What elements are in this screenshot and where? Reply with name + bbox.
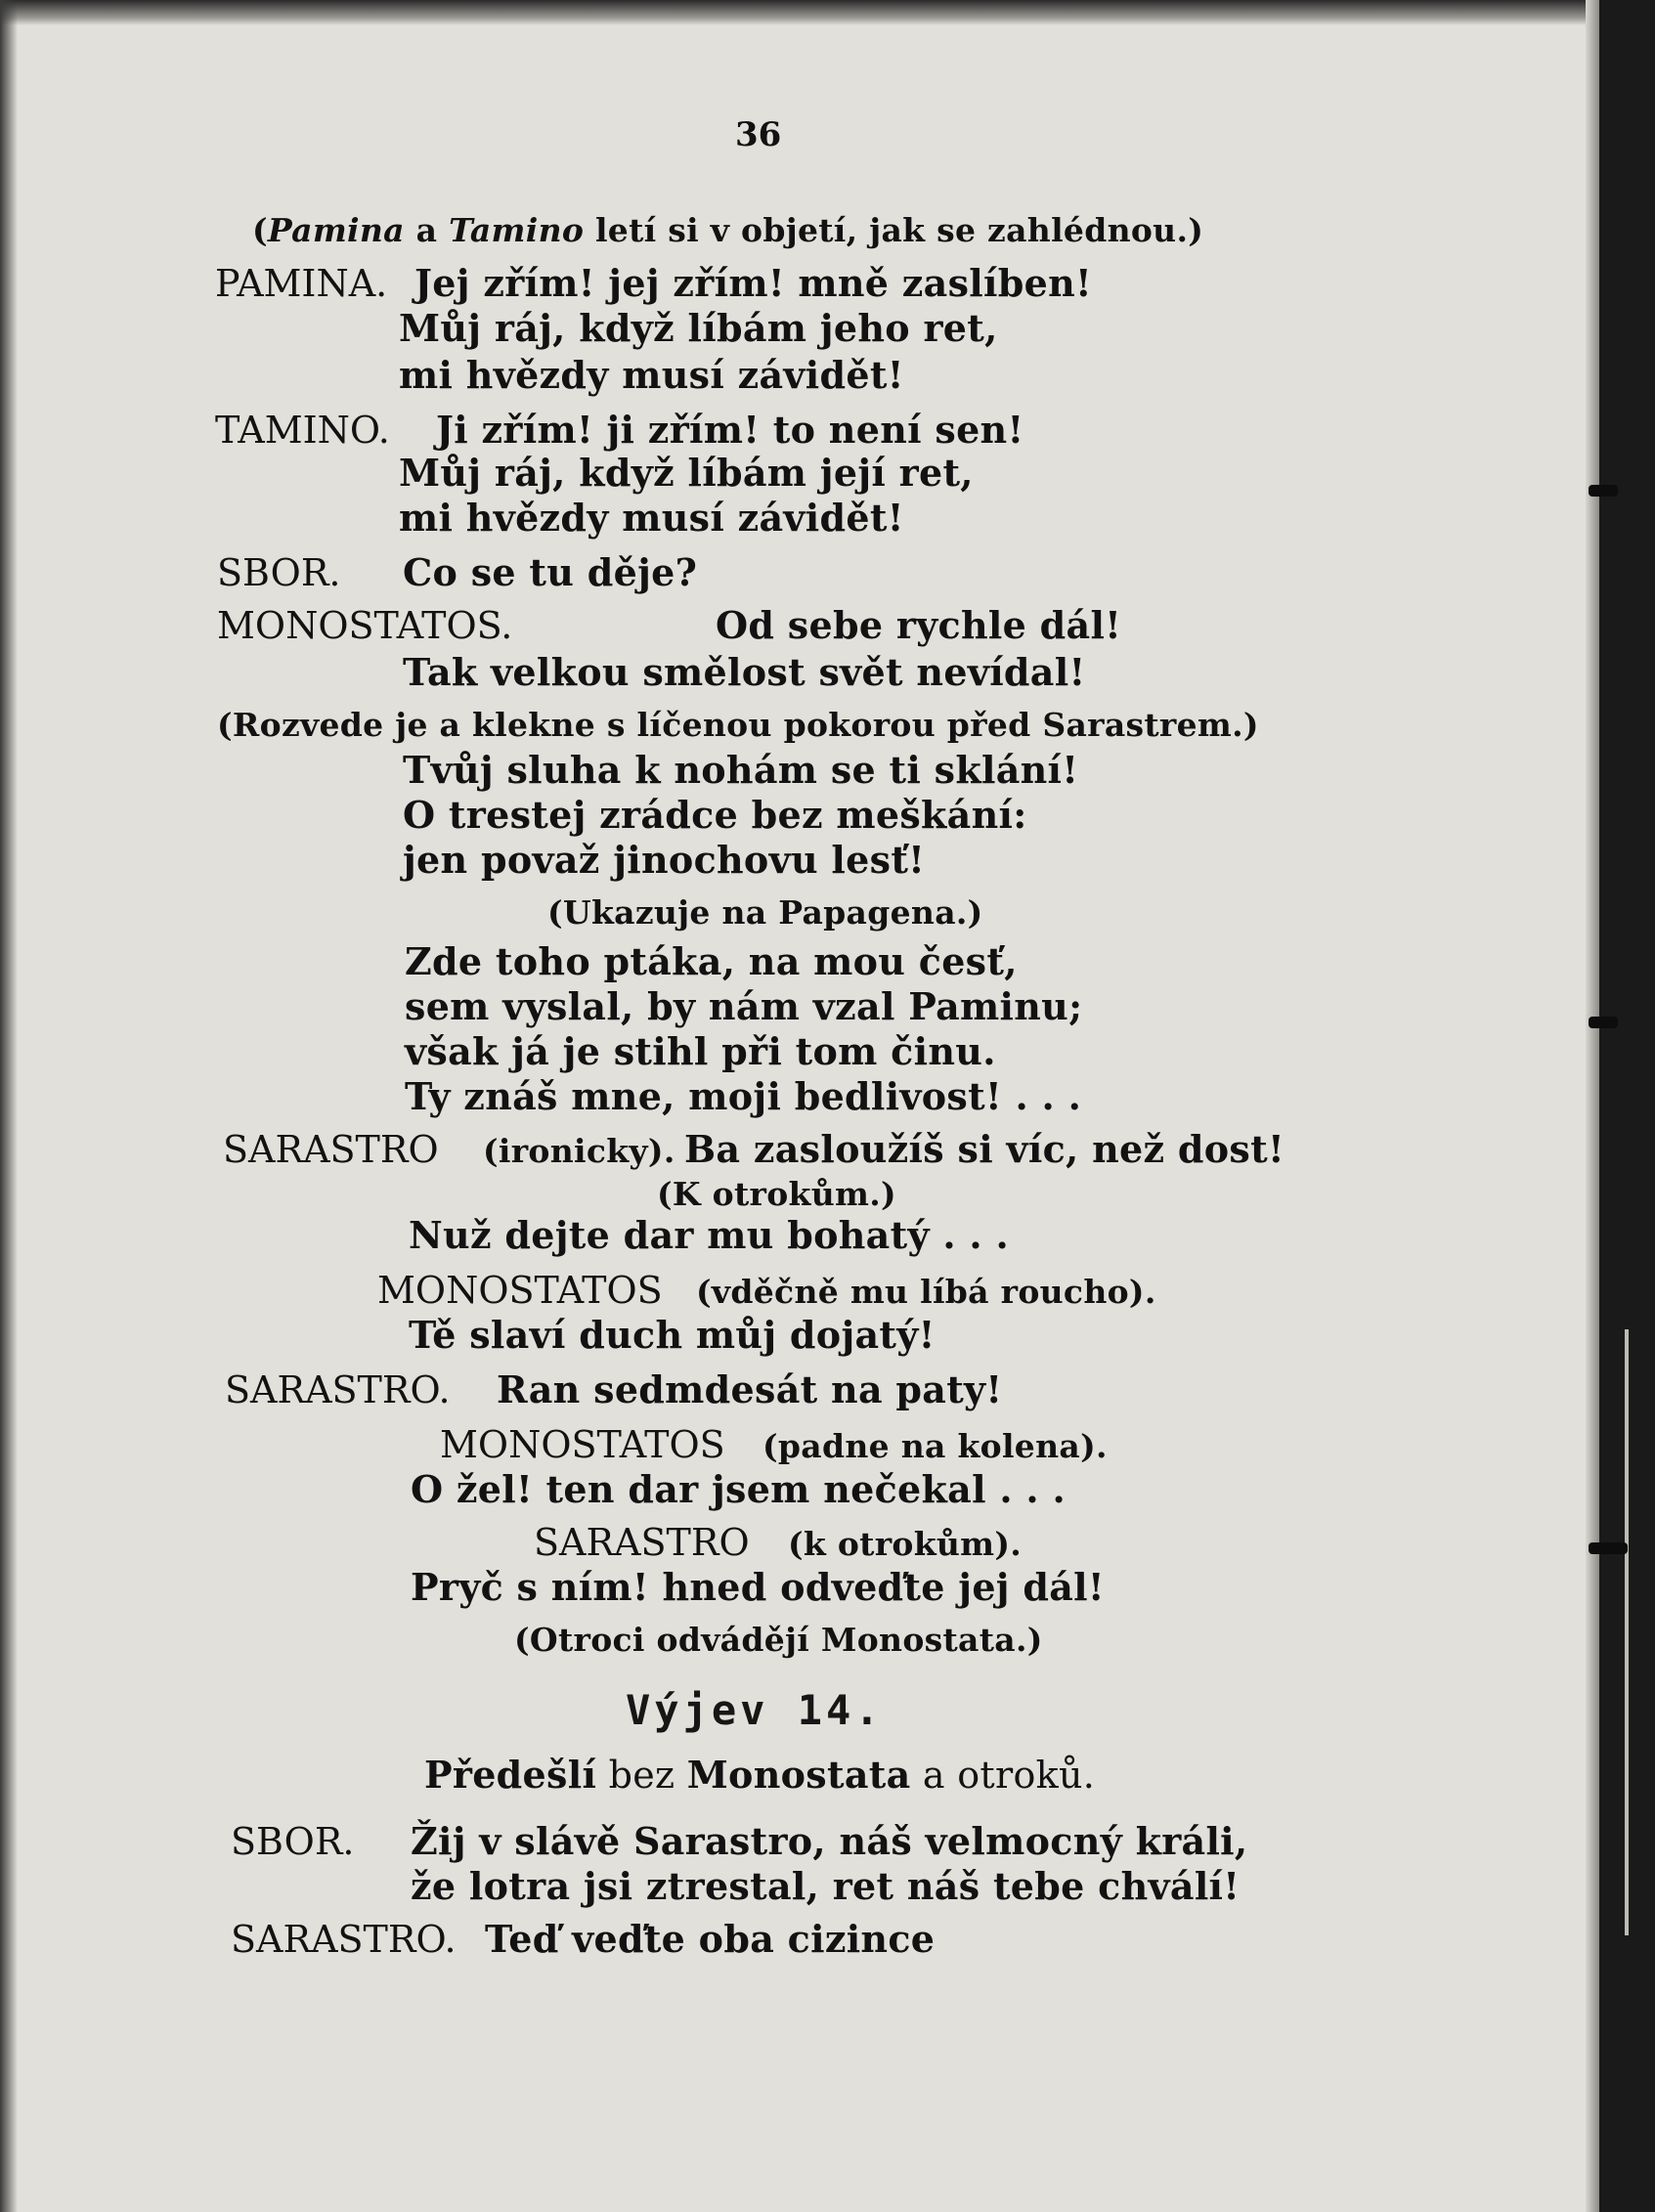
text-part: a <box>404 211 450 249</box>
verse-line: mi hvězdy musí závidět! <box>399 496 904 540</box>
binding-mark <box>1589 1542 1628 1554</box>
verse-line: Můj ráj, když líbám její ret, <box>399 451 974 495</box>
stage-note: (vděčně mu líbá roucho). <box>696 1273 1156 1311</box>
verse-line: Můj ráj, když líbám jeho ret, <box>399 306 998 350</box>
speaker-monostatos: MONOSTATOS <box>440 1423 725 1466</box>
verse-line: Ran sedmdesát na paty! <box>497 1367 1003 1411</box>
speaker-sarastro: SARASTRO <box>534 1521 750 1564</box>
verse-line: Pryč s ním! hned odveďte jej dál! <box>411 1565 1105 1609</box>
speaker-sarastro: SARASTRO <box>223 1128 439 1171</box>
character-name: Pamina <box>267 211 405 249</box>
verse-line: Co se tu děje? <box>403 550 698 594</box>
stage-note: (k otrokům). <box>788 1525 1023 1563</box>
speaker-monostatos: MONOSTATOS <box>377 1269 663 1312</box>
verse-line: že lotra jsi ztrestal, ret náš tebe chválí! <box>411 1864 1241 1908</box>
scene-heading: Výjev 14. <box>626 1686 884 1734</box>
stage-direction-l1 <box>252 209 1203 252</box>
verse-line: Od sebe rychle dál! <box>716 603 1122 647</box>
text-part: letí si v objetí, jak se zahlédnou.) <box>584 211 1204 249</box>
stage-direction: (Ukazuje na Papagena.) <box>547 893 983 932</box>
stage-note: (padne na kolena). <box>762 1427 1108 1465</box>
verse-line: Žij v slávě Sarastro, náš velmocný králi, <box>411 1819 1248 1863</box>
scene-characters <box>424 1754 1095 1797</box>
stage-direction: (Otroci odvádějí Monostata.) <box>514 1621 1043 1659</box>
speaker-pamina: PAMINA. <box>215 262 388 305</box>
text-part: bez <box>596 1754 687 1797</box>
verse-line: mi hvězdy musí závidět! <box>399 353 904 397</box>
verse-line: Teď veďte oba cizince <box>485 1917 936 1961</box>
verse-line: Ba zasloužíš si víc, než dost! <box>684 1127 1285 1171</box>
page-number: 36 <box>735 115 782 154</box>
verse-line: Tak velkou smělost svět nevídal! <box>403 650 1086 694</box>
speaker-sbor: SBOR. <box>217 551 341 594</box>
binding-mark <box>1589 1017 1618 1028</box>
verse-line: Nuž dejte dar mu bohatý . . . <box>409 1213 1010 1257</box>
stage-direction: (Rozvede je a klekne s líčenou pokorou před Sarastrem.) <box>217 706 1259 744</box>
verse-line: Tvůj sluha k nohám se ti sklání! <box>403 748 1079 792</box>
verse-line: sem vyslal, by nám vzal Paminu; <box>405 984 1083 1028</box>
gutter-shade <box>1586 0 1599 2212</box>
gutter-line <box>1625 1329 1629 1935</box>
verse-line: O žel! ten dar jsem nečekal . . . <box>411 1467 1067 1511</box>
text-part: ( <box>252 211 268 249</box>
speaker-sarastro: SARASTRO. <box>225 1368 451 1411</box>
character-name: Tamino <box>449 211 585 249</box>
speaker-tamino: TAMINO. <box>215 409 390 452</box>
page-top-shadow <box>0 0 1655 25</box>
page-left-shadow <box>0 0 18 2212</box>
binding-mark <box>1589 485 1618 497</box>
verse-line: Zde toho ptáka, na mou česť, <box>405 939 1018 983</box>
verse-line: Tě slaví duch můj dojatý! <box>409 1313 936 1357</box>
text-part: Monostata <box>686 1753 911 1797</box>
verse-line: Ji zřím! ji zřím! to není sen! <box>436 408 1024 452</box>
verse-line: Ty znáš mne, moji bedlivost! . . . <box>405 1074 1082 1118</box>
speaker-sbor: SBOR. <box>231 1820 355 1863</box>
speaker-sarastro: SARASTRO. <box>231 1918 457 1961</box>
text-part: Předešlí <box>424 1753 597 1797</box>
text-part: a otroků. <box>910 1754 1096 1797</box>
stage-direction: (K otrokům.) <box>657 1175 896 1213</box>
verse-line: Jej zřím! jej zřím! mně zaslíben! <box>414 261 1093 305</box>
verse-line: však já je stihl při tom činu. <box>405 1029 996 1073</box>
speaker-monostatos: MONOSTATOS. <box>217 604 513 647</box>
stage-note: (ironicky). <box>483 1132 675 1170</box>
verse-line: jen považ jinochovu lesť! <box>403 838 926 882</box>
verse-line: O trestej zrádce bez meškání: <box>403 793 1027 837</box>
